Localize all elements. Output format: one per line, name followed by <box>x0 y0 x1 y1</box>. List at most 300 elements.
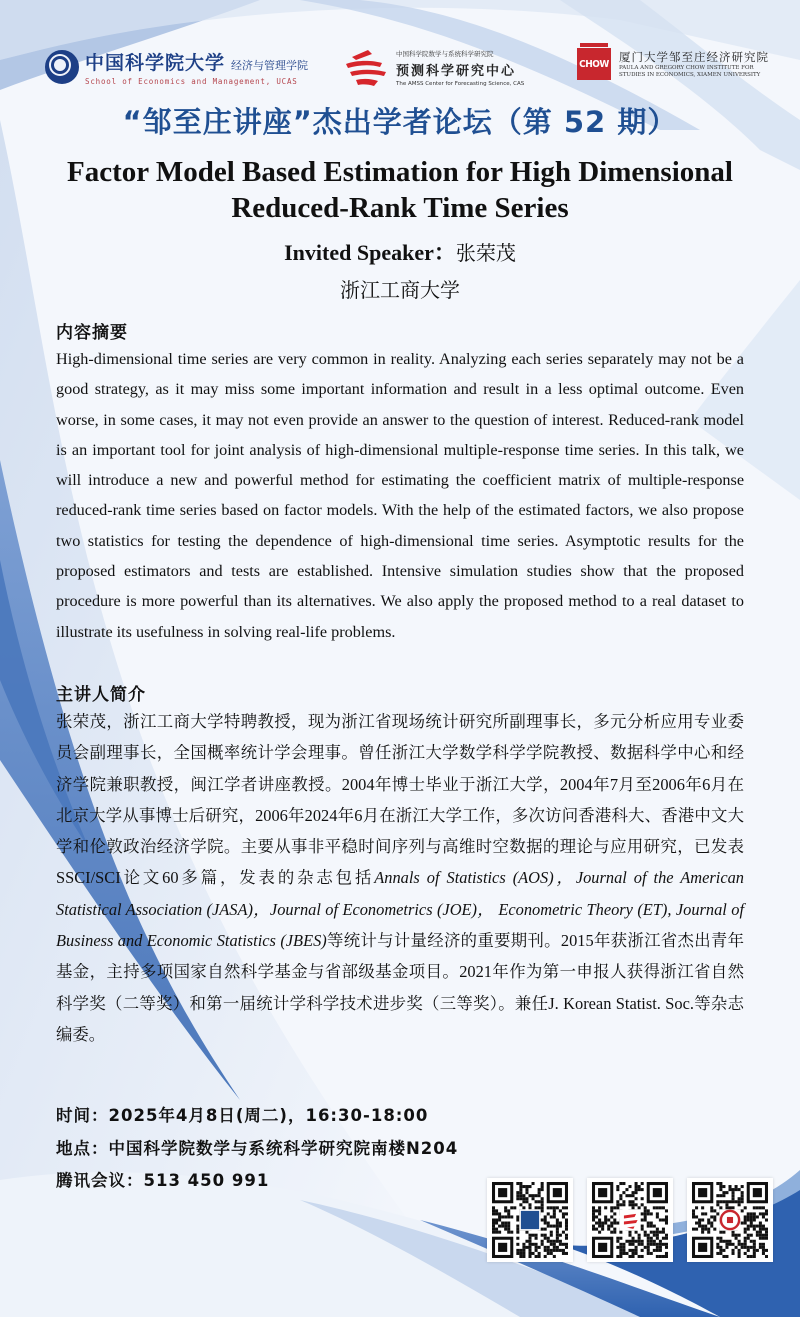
amss-center-en: The AMSS Center for Forecasting Science, CAS <box>396 81 525 87</box>
qr-module <box>741 1243 744 1246</box>
qr-module <box>647 1252 650 1255</box>
qr-module <box>507 1212 510 1215</box>
qr-module <box>556 1237 559 1240</box>
qr-module <box>719 1206 722 1209</box>
qr-module <box>728 1185 731 1188</box>
qr-module <box>565 1222 568 1225</box>
qr-module <box>544 1249 547 1252</box>
qr-module <box>492 1222 495 1225</box>
ucas-name-cn: 中国科学院大学 <box>85 52 226 74</box>
qr-module <box>504 1215 507 1218</box>
qr-module <box>647 1243 650 1246</box>
amss-forecast-qr-code[interactable] <box>587 1178 673 1262</box>
qr-module <box>610 1215 613 1218</box>
qr-module <box>559 1249 562 1252</box>
qr-module <box>653 1225 656 1228</box>
qr-module <box>619 1197 622 1200</box>
qr-module <box>650 1212 653 1215</box>
qr-module <box>535 1255 538 1258</box>
qr-module <box>662 1218 665 1221</box>
qr-module <box>528 1246 531 1249</box>
qr-module <box>662 1243 665 1246</box>
qr-module <box>722 1185 725 1188</box>
qr-module <box>625 1252 628 1255</box>
qr-module <box>722 1240 725 1243</box>
qr-module <box>728 1200 731 1203</box>
qr-module <box>644 1246 647 1249</box>
qr-module <box>553 1255 556 1258</box>
qr-module <box>713 1209 716 1212</box>
qr-module <box>650 1222 653 1225</box>
qr-module <box>541 1228 544 1231</box>
qr-module <box>656 1206 659 1209</box>
qr-module <box>522 1243 525 1246</box>
qr-module <box>747 1237 750 1240</box>
qr-module <box>628 1200 631 1203</box>
bio-part-1: 张荣茂，浙江工商大学特聘教授，现为浙江省现场统计研究所副理事长，多元分析应用专业委员会副理事长，全国概率统计学会理事。曾任浙江大学数学科学学院教授、数据科学中心和经济学院兼职教授，闽江学者讲座教授。2004年博士毕业于浙江大学，2004年7月至2006年6月在北京大学从事博士后研究，2006年2024年6月在浙江大学工作，多次访问香港科大、香港中文大学和伦敦政治经济学院。主要从事非平稳时间序列与高维时空数据的理论与应用研究，已发表SSCI/SCI论文60多篇，发表的杂志包括 <box>56 712 744 888</box>
qr-module <box>762 1246 765 1249</box>
qr-module <box>535 1234 538 1237</box>
qr-module <box>716 1252 719 1255</box>
qr-module <box>641 1249 644 1252</box>
qr-module <box>553 1225 556 1228</box>
qr-module <box>632 1240 635 1243</box>
qr-module <box>616 1185 619 1188</box>
qr-module <box>632 1203 635 1206</box>
qr-module <box>659 1240 662 1243</box>
qr-module <box>522 1252 525 1255</box>
qr-module <box>516 1249 519 1252</box>
qr-module <box>492 1228 495 1231</box>
qr-module <box>535 1200 538 1203</box>
qr-module <box>692 1209 695 1212</box>
bio-journals: Annals of Statistics (AOS)，Journal of the American Statistical Association (JASA)，Journal of Econometrics (JOE)， Econometric Theory (ET), Journal of Business and Economic Statistics (JBES) <box>56 868 744 951</box>
qr-module <box>616 1206 619 1209</box>
qr-module <box>665 1234 668 1237</box>
qr-module <box>492 1218 495 1221</box>
qr-module <box>644 1218 647 1221</box>
qr-module <box>619 1194 622 1197</box>
qr-module <box>619 1182 622 1185</box>
qr-module <box>641 1188 644 1191</box>
qr-module <box>647 1222 650 1225</box>
qr-module <box>528 1252 531 1255</box>
ucas-sem-qr-code[interactable] <box>487 1178 573 1262</box>
qr-module <box>522 1249 525 1252</box>
qr-module <box>532 1182 535 1185</box>
qr-module <box>762 1212 765 1215</box>
qr-module <box>525 1197 528 1200</box>
qr-module <box>759 1206 762 1209</box>
qr-module <box>728 1240 731 1243</box>
qr-module <box>719 1182 722 1185</box>
qr-module <box>492 1225 495 1228</box>
event-time: 时间：2025年4月8日(周二)，16:30-18:00 <box>56 1106 429 1125</box>
qr-module <box>692 1212 695 1215</box>
qr-module <box>613 1222 616 1225</box>
qr-module <box>765 1234 768 1237</box>
speaker-label: Invited Speaker： <box>284 240 456 265</box>
qr-module <box>707 1218 710 1221</box>
qr-module <box>644 1234 647 1237</box>
qr-module <box>732 1231 735 1234</box>
qr-module <box>562 1231 565 1234</box>
qr-module <box>632 1237 635 1240</box>
qr-module <box>725 1243 728 1246</box>
qr-module <box>547 1246 550 1249</box>
qr-module <box>544 1234 547 1237</box>
qr-module <box>738 1203 741 1206</box>
qr-module <box>659 1246 662 1249</box>
qr-module <box>532 1252 535 1255</box>
qr-module <box>659 1206 662 1209</box>
qr-module <box>625 1194 628 1197</box>
qr-module <box>741 1197 744 1200</box>
qr-module <box>647 1249 650 1252</box>
qr-module <box>498 1215 501 1218</box>
speaker-name: 张荣茂 <box>455 241 516 265</box>
qr-module <box>601 1222 604 1225</box>
qr-module <box>701 1225 704 1228</box>
qr-module <box>738 1249 741 1252</box>
qr-module <box>753 1225 756 1228</box>
qr-module <box>722 1200 725 1203</box>
qr-module <box>744 1218 747 1221</box>
qr-module <box>592 1218 595 1221</box>
qr-module <box>610 1209 613 1212</box>
qr-module <box>647 1212 650 1215</box>
qr-module <box>632 1252 635 1255</box>
qr-module <box>538 1200 541 1203</box>
qr-module <box>541 1243 544 1246</box>
qr-module <box>753 1243 756 1246</box>
qr-module <box>607 1218 610 1221</box>
qr-module <box>641 1218 644 1221</box>
qr-module <box>762 1252 765 1255</box>
qr-module <box>559 1240 562 1243</box>
qr-module <box>559 1234 562 1237</box>
qr-module <box>756 1234 759 1237</box>
qr-module <box>501 1225 504 1228</box>
qr-module <box>622 1246 625 1249</box>
qr-module <box>728 1206 731 1209</box>
qr-module <box>562 1243 565 1246</box>
qr-module <box>704 1225 707 1228</box>
qr-module <box>765 1228 768 1231</box>
qr-module <box>765 1209 768 1212</box>
qr-module <box>701 1218 704 1221</box>
qr-module <box>519 1252 522 1255</box>
qr-module <box>719 1194 722 1197</box>
qr-code-icon <box>591 1182 669 1258</box>
qr-module <box>710 1222 713 1225</box>
qr-module <box>532 1194 535 1197</box>
qr-module <box>650 1237 653 1240</box>
qr-module <box>516 1191 519 1194</box>
qr-module <box>701 1231 704 1234</box>
qr-module <box>722 1194 725 1197</box>
qr-module <box>744 1246 747 1249</box>
qr-module <box>635 1246 638 1249</box>
qr-module <box>562 1249 565 1252</box>
qr-module <box>550 1249 553 1252</box>
qr-module <box>541 1218 544 1221</box>
talk-title-line-1: Factor Model Based Estimation for High Dimensional <box>67 156 733 188</box>
qr-module <box>565 1218 568 1221</box>
qr-module <box>510 1206 513 1209</box>
qr-module <box>695 1215 698 1218</box>
qr-module <box>516 1252 519 1255</box>
qr-module <box>638 1185 641 1188</box>
qr-module <box>595 1215 598 1218</box>
qr-module <box>698 1225 701 1228</box>
qr-module <box>622 1249 625 1252</box>
qr-module <box>635 1203 638 1206</box>
qr-module <box>735 1200 738 1203</box>
qr-module <box>547 1249 550 1252</box>
qr-module <box>659 1249 662 1252</box>
qr-module <box>759 1237 762 1240</box>
qr-module <box>747 1228 750 1231</box>
qr-module <box>635 1240 638 1243</box>
qr-module <box>492 1231 495 1234</box>
qr-module <box>538 1252 541 1255</box>
qr-module <box>565 1237 568 1240</box>
qr-module <box>744 1252 747 1255</box>
qr-module <box>647 1225 650 1228</box>
qr-module <box>544 1237 547 1240</box>
qr-module <box>744 1243 747 1246</box>
qr-module <box>525 1200 528 1203</box>
abstract-text: High-dimensional time series are very common in reality. Analyzing each series separately may not be a good strategy, as it may miss some important information and result in a less optimal outcome. Even worse, in some cases, it may not even provide an answer to the question of interest. Reduced-rank model is an important tool for joint analysis of high-dimensional multiple-response time series. In this talk, we will introduce a new and powerful method for estimating the coefficient matrix of multiple-response reduced-rank time series based on factor models. With the help of the estimated factors, we also propose two statistics for testing the dependence of high-dimensional time series. Asymptotic results for the proposed estimators and tests are established. Intensive simulation studies show that the proposed procedure is more powerful than its alternatives. We also apply the proposed method to a real dataset to illustrate its usefulness in solving real-life problems. <box>56 350 744 641</box>
qr-module <box>616 1203 619 1206</box>
qr-module <box>519 1185 522 1188</box>
chow-name-cn: 厦门大学邹至庄经济研究院 <box>619 50 769 64</box>
qr-module <box>759 1243 762 1246</box>
qr-module <box>519 1197 522 1200</box>
qr-module <box>598 1209 601 1212</box>
qr-module <box>544 1228 547 1231</box>
qr-module <box>741 1222 744 1225</box>
qr-module <box>744 1231 747 1234</box>
qr-module <box>653 1243 656 1246</box>
qr-module <box>616 1200 619 1203</box>
qr-module <box>507 1231 510 1234</box>
qr-module <box>510 1215 513 1218</box>
qr-module <box>744 1206 747 1209</box>
qr-module <box>565 1252 568 1255</box>
logo-bar <box>0 42 800 98</box>
qr-module <box>598 1222 601 1225</box>
qr-module <box>553 1212 556 1215</box>
qr-module <box>553 1243 556 1246</box>
qr-module <box>747 1246 750 1249</box>
qr-module <box>710 1215 713 1218</box>
qr-module <box>507 1209 510 1212</box>
qr-module <box>516 1228 519 1231</box>
qr-module <box>707 1228 710 1231</box>
qr-module <box>695 1222 698 1225</box>
qr-module <box>759 1222 762 1225</box>
qr-module <box>665 1243 668 1246</box>
qr-module <box>710 1225 713 1228</box>
qr-module <box>625 1188 628 1191</box>
qr-module <box>698 1243 707 1252</box>
qr-module <box>547 1252 550 1255</box>
qr-module <box>507 1215 510 1218</box>
qr-module <box>632 1255 635 1258</box>
qr-module <box>495 1218 498 1221</box>
qr-module <box>598 1212 601 1215</box>
qr-module <box>562 1215 565 1218</box>
qr-module <box>701 1206 704 1209</box>
qr-module <box>525 1240 528 1243</box>
qr-module <box>547 1237 550 1240</box>
qr-module <box>553 1188 562 1197</box>
qr-module <box>562 1206 565 1209</box>
qr-module <box>556 1249 559 1252</box>
qr-module <box>719 1185 722 1188</box>
qr-module <box>528 1243 531 1246</box>
qr-module <box>528 1255 531 1258</box>
qr-module <box>622 1243 625 1246</box>
qr-module <box>753 1240 756 1243</box>
qr-module <box>728 1243 731 1246</box>
qr-module <box>692 1228 695 1231</box>
tencent-meeting-id: 腾讯会议：513 450 991 <box>56 1171 270 1190</box>
chow-name-en-1: PAULA AND GREGORY CHOW INSTITUTE FOR <box>619 65 754 71</box>
qr-module <box>647 1234 650 1237</box>
ucas-school-cn: 经济与管理学院 <box>231 59 309 72</box>
qr-module <box>759 1246 762 1249</box>
qr-module <box>728 1188 731 1191</box>
qr-module <box>647 1246 650 1249</box>
qr-module <box>762 1234 765 1237</box>
qr-module <box>559 1209 562 1212</box>
qr-module <box>532 1243 535 1246</box>
qr-module <box>765 1249 768 1252</box>
qr-module <box>756 1225 759 1228</box>
qr-module <box>762 1243 765 1246</box>
qr-module <box>638 1240 641 1243</box>
qr-module <box>762 1228 765 1231</box>
qr-module <box>750 1246 753 1249</box>
qr-module <box>662 1206 665 1209</box>
qr-module <box>559 1222 562 1225</box>
qr-module <box>741 1194 744 1197</box>
qr-module <box>662 1237 665 1240</box>
qr-module <box>495 1209 498 1212</box>
qr-module <box>662 1255 665 1258</box>
qr-module <box>522 1185 525 1188</box>
qr-module <box>753 1246 756 1249</box>
qr-module <box>541 1197 544 1200</box>
qr-module <box>744 1222 747 1225</box>
qr-module <box>516 1225 519 1228</box>
qr-module <box>722 1231 725 1234</box>
qr-module <box>613 1218 616 1221</box>
qr-module <box>598 1188 607 1197</box>
qr-module <box>519 1182 522 1185</box>
qr-module <box>732 1197 735 1200</box>
qr-module <box>535 1243 538 1246</box>
qr-module <box>553 1246 556 1249</box>
qr-module <box>719 1231 722 1234</box>
qr-code-icon <box>491 1182 569 1258</box>
qr-module <box>744 1240 747 1243</box>
qr-module <box>656 1231 659 1234</box>
qr-module <box>662 1228 665 1231</box>
qr-module <box>528 1249 531 1252</box>
qr-module <box>638 1255 641 1258</box>
qr-module <box>547 1225 550 1228</box>
qr-module <box>638 1188 641 1191</box>
chow-institute-qr-code[interactable] <box>687 1178 773 1262</box>
qr-module <box>656 1228 659 1231</box>
qr-module <box>753 1212 756 1215</box>
qr-module <box>716 1237 719 1240</box>
qr-module <box>565 1246 568 1249</box>
qr-module <box>544 1222 547 1225</box>
qr-module <box>695 1228 698 1231</box>
qr-module <box>604 1218 607 1221</box>
qr-module <box>756 1206 759 1209</box>
qr-module <box>598 1243 607 1252</box>
qr-module <box>665 1209 668 1212</box>
qr-module <box>635 1249 638 1252</box>
qr-module <box>759 1225 762 1228</box>
qr-module <box>719 1246 722 1249</box>
qr-module <box>619 1255 622 1258</box>
qr-module <box>759 1228 762 1231</box>
amss-parent-cn: 中国科学院数学与系统科学研究院 <box>396 50 494 58</box>
qr-module <box>692 1215 695 1218</box>
qr-module <box>741 1200 744 1203</box>
qr-module <box>665 1237 668 1240</box>
qr-module <box>644 1212 647 1215</box>
qr-module <box>628 1194 631 1197</box>
qr-module <box>598 1218 601 1221</box>
qr-module <box>565 1225 568 1228</box>
qr-module <box>762 1249 765 1252</box>
qr-module <box>598 1206 601 1209</box>
qr-module <box>628 1255 631 1258</box>
qr-module <box>501 1222 504 1225</box>
qr-module <box>616 1222 619 1225</box>
qr-module <box>528 1206 531 1209</box>
qr-module <box>613 1231 616 1234</box>
qr-module <box>732 1243 735 1246</box>
qr-module <box>735 1237 738 1240</box>
qr-module <box>522 1197 525 1200</box>
qr-module <box>765 1255 768 1258</box>
qr-module <box>713 1215 716 1218</box>
qr-module <box>519 1188 522 1191</box>
qr-module <box>641 1197 644 1200</box>
qr-module <box>753 1206 756 1209</box>
qr-module <box>535 1194 538 1197</box>
qr-module <box>635 1188 638 1191</box>
qr-module <box>525 1185 528 1188</box>
qr-module <box>613 1206 616 1209</box>
qr-module <box>719 1200 722 1203</box>
chow-gate-icon: CHOW <box>577 48 611 80</box>
qr-module <box>716 1243 719 1246</box>
qr-module <box>641 1225 644 1228</box>
qr-module <box>538 1188 541 1191</box>
qr-module <box>759 1231 762 1234</box>
qr-module <box>738 1200 741 1203</box>
